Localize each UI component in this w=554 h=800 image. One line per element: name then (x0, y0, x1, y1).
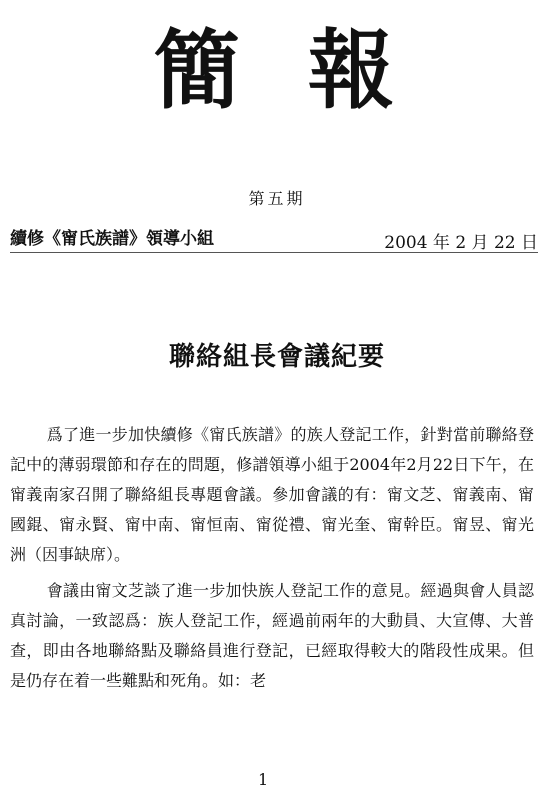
article-title: 聯絡組長會議紀要 (168, 342, 385, 372)
issue-number: 第五期 (248, 189, 306, 208)
masthead-title: 簡報 (154, 20, 462, 121)
organization-name: 續修《甯氏族譜》領導小組 (10, 229, 214, 249)
paragraph: 會議由甯文芝談了進一步加快族人登記工作的意見。經過與會人員認真討論，一致認爲：族人登記工作，經過前兩年的大動員、大宣傳、大普查，即由各地聯絡點及聯絡員進行登記，已經取得較大的階段性成果。但是仍存在着一些難點和死角。如：老 (10, 581, 534, 690)
header-divider (10, 252, 538, 253)
paragraph: 爲了進一步加快續修《甯氏族譜》的族人登記工作，針對當前聯絡登記中的薄弱環節和存在的問題，修譜領導小組于2004年2月22日下午，在甯義南家召開了聯絡組長專題會議。參加會議的有：甯文芝、甯義南、甯國錕、甯永賢、甯中南、甯恒南、甯從禮、甯光奎、甯幹臣。甯昱、甯光洲（因事缺席）。 (10, 425, 534, 564)
article-body (10, 420, 534, 702)
page-number: 1 (258, 770, 269, 789)
document-header-line (10, 222, 538, 252)
publication-date: 2004 年 2 月 22 日 (384, 233, 538, 253)
